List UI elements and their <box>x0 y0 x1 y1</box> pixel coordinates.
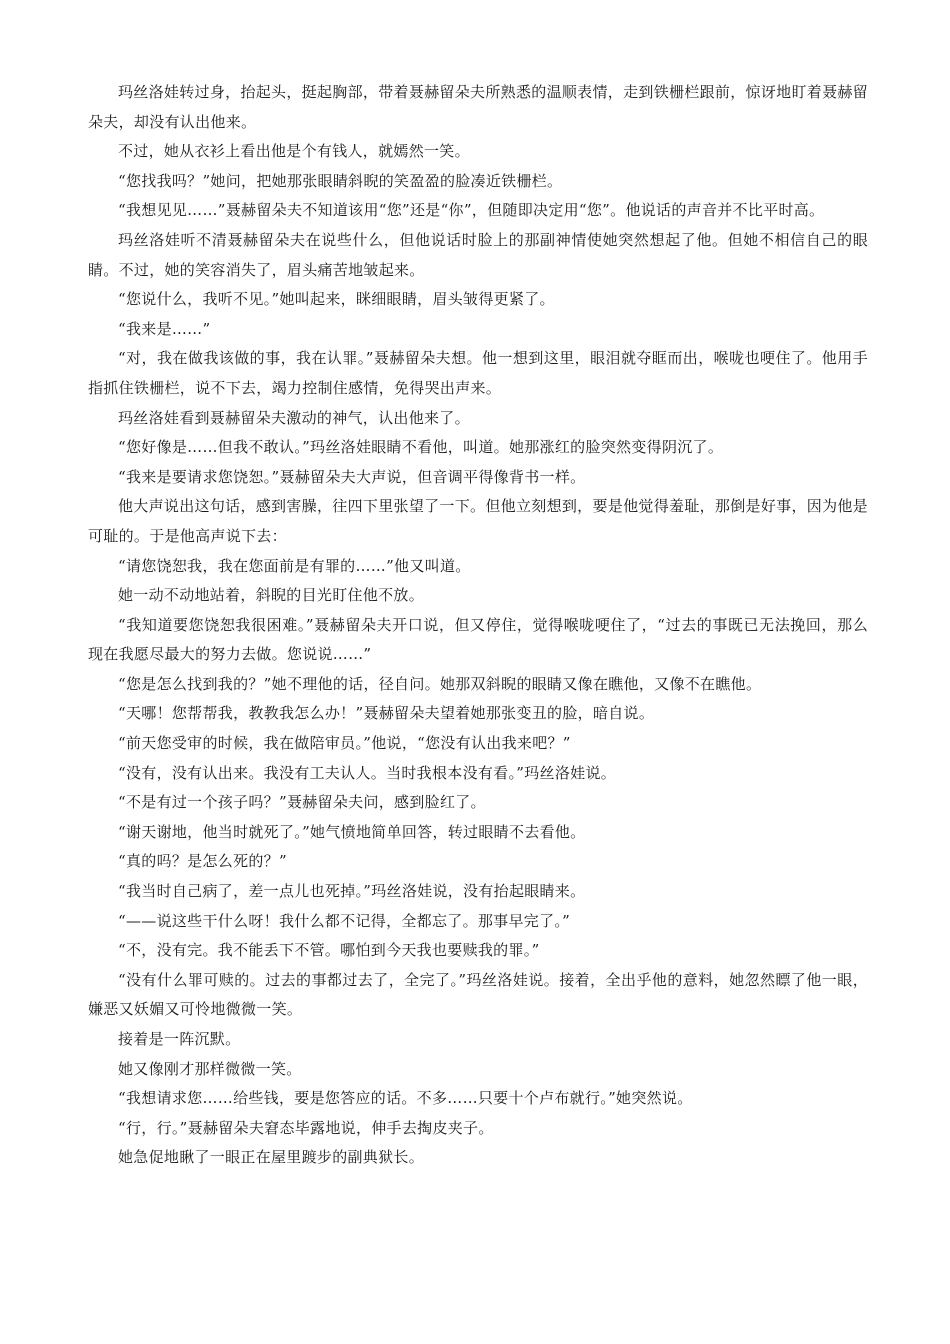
paragraph: “天哪！您帮帮我，教教我怎么办！”聂赫留朵夫望着她那张变丑的脸，暗自说。 <box>118 704 655 723</box>
paragraph: 玛丝洛娃转过身，抬起头，挺起胸部，带着聂赫留朵夫所熟悉的温顺表情，走到铁栅栏跟前，惊讶地盯着聂赫留朵夫，却没有认出他来。 <box>88 83 868 131</box>
paragraph: “我想请求您……给些钱，要是您答应的话。不多……只要十个卢布就行。”她突然说。 <box>118 1089 693 1108</box>
paragraph: “——说这些干什么呀！我什么都不记得，全都忘了。那事早完了。” <box>118 911 571 930</box>
paragraph: “我当时自己病了，差一点儿也死掉。”玛丝洛娃说，没有抬起眼睛来。 <box>118 882 586 901</box>
paragraph: “谢天谢地，他当时就死了。”她气愤地简单回答，转过眼睛不去看他。 <box>118 822 586 841</box>
paragraph: “行，行。”聂赫留朵夫窘态毕露地说，伸手去掏皮夹子。 <box>118 1118 494 1137</box>
paragraph: “我知道要您饶恕我很困难。”聂赫留朵夫开口说，但又停住，觉得喉咙哽住了，“过去的事既已无法挽回，那么现在我愿尽最大的努力去做。您说说……” <box>88 615 868 664</box>
paragraph: 她又像刚才那样微微一笑。 <box>118 1059 302 1078</box>
document-page <box>88 78 868 1173</box>
paragraph: “您好像是……但我不敢认。”玛丝洛娃眼睛不看他，叫道。她那涨红的脸突然变得阴沉了。 <box>118 438 724 457</box>
paragraph: “我想见见……”聂赫留朵夫不知道该用“您”还是“你”，但随即决定用“您”。他说话的声音并不比平时高。 <box>118 201 825 220</box>
paragraph: “前天您受审的时候，我在做陪审员。”他说，“您没有认出我来吧？” <box>118 734 571 753</box>
paragraph: 不过，她从衣衫上看出他是个有钱人，就嫣然一笑。 <box>118 142 470 161</box>
paragraph: 她急促地瞅了一眼正在屋里踱步的副典狱长。 <box>118 1148 425 1167</box>
paragraph: “您是怎么找到我的？”她不理他的话，径自问。她那双斜睨的眼睛又像在瞧他，又像不在瞧他。 <box>118 674 762 693</box>
paragraph: “真的吗？是怎么死的？” <box>118 852 287 871</box>
paragraph: “我来是要请求您饶恕。”聂赫留朵夫大声说，但音调平得像背书一样。 <box>118 467 586 486</box>
paragraph: “没有，没有认出来。我没有工夫认人。当时我根本没有看。”玛丝洛娃说。 <box>118 763 617 782</box>
paragraph: “不是有过一个孩子吗？”聂赫留朵夫问，感到脸红了。 <box>118 793 486 812</box>
paragraph: 他大声说出这句话，感到害臊，往四下里张望了一下。但他立刻想到，要是他觉得羞耻，那倒是好事，因为他是可耻的。于是他高声说下去： <box>88 497 868 545</box>
paragraph: “您说什么，我听不见。”她叫起来，眯细眼睛，眉头皱得更紧了。 <box>118 290 555 309</box>
paragraph: “您找我吗？”她问，把她那张眼睛斜睨的笑盈盈的脸凑近铁栅栏。 <box>118 171 563 190</box>
paragraph: “对，我在做我该做的事，我在认罪。”聂赫留朵夫想。他一想到这里，眼泪就夺眶而出，喉咙也哽住了。他用手指抓住铁栅栏，说不下去，竭力控制住感情，免得哭出声来。 <box>88 349 868 397</box>
paragraph: “请您饶恕我，我在您面前是有罪的……”他又叫道。 <box>118 556 471 575</box>
paragraph: “我来是……” <box>118 319 211 338</box>
paragraph: “没有什么罪可赎的。过去的事都过去了，全完了。”玛丝洛娃说。接着，全出乎他的意料，她忽然瞟了他一眼，嫌恶又妖媚又可怜地微微一笑。 <box>88 970 868 1019</box>
paragraph: “不，没有完。我不能丢下不管。哪怕到今天我也要赎我的罪。” <box>118 941 540 960</box>
paragraph: 接着是一阵沉默。 <box>118 1030 241 1048</box>
paragraph: 玛丝洛娃听不清聂赫留朵夫在说些什么，但他说话时脸上的那副神情使她突然想起了他。但她不相信自己的眼睛。不过，她的笑容消失了，眉头痛苦地皱起来。 <box>88 230 868 279</box>
paragraph: 玛丝洛娃看到聂赫留朵夫激动的神气，认出他来了。 <box>118 408 470 427</box>
paragraph: 她一动不动地站着，斜睨的目光盯住他不放。 <box>118 586 425 605</box>
